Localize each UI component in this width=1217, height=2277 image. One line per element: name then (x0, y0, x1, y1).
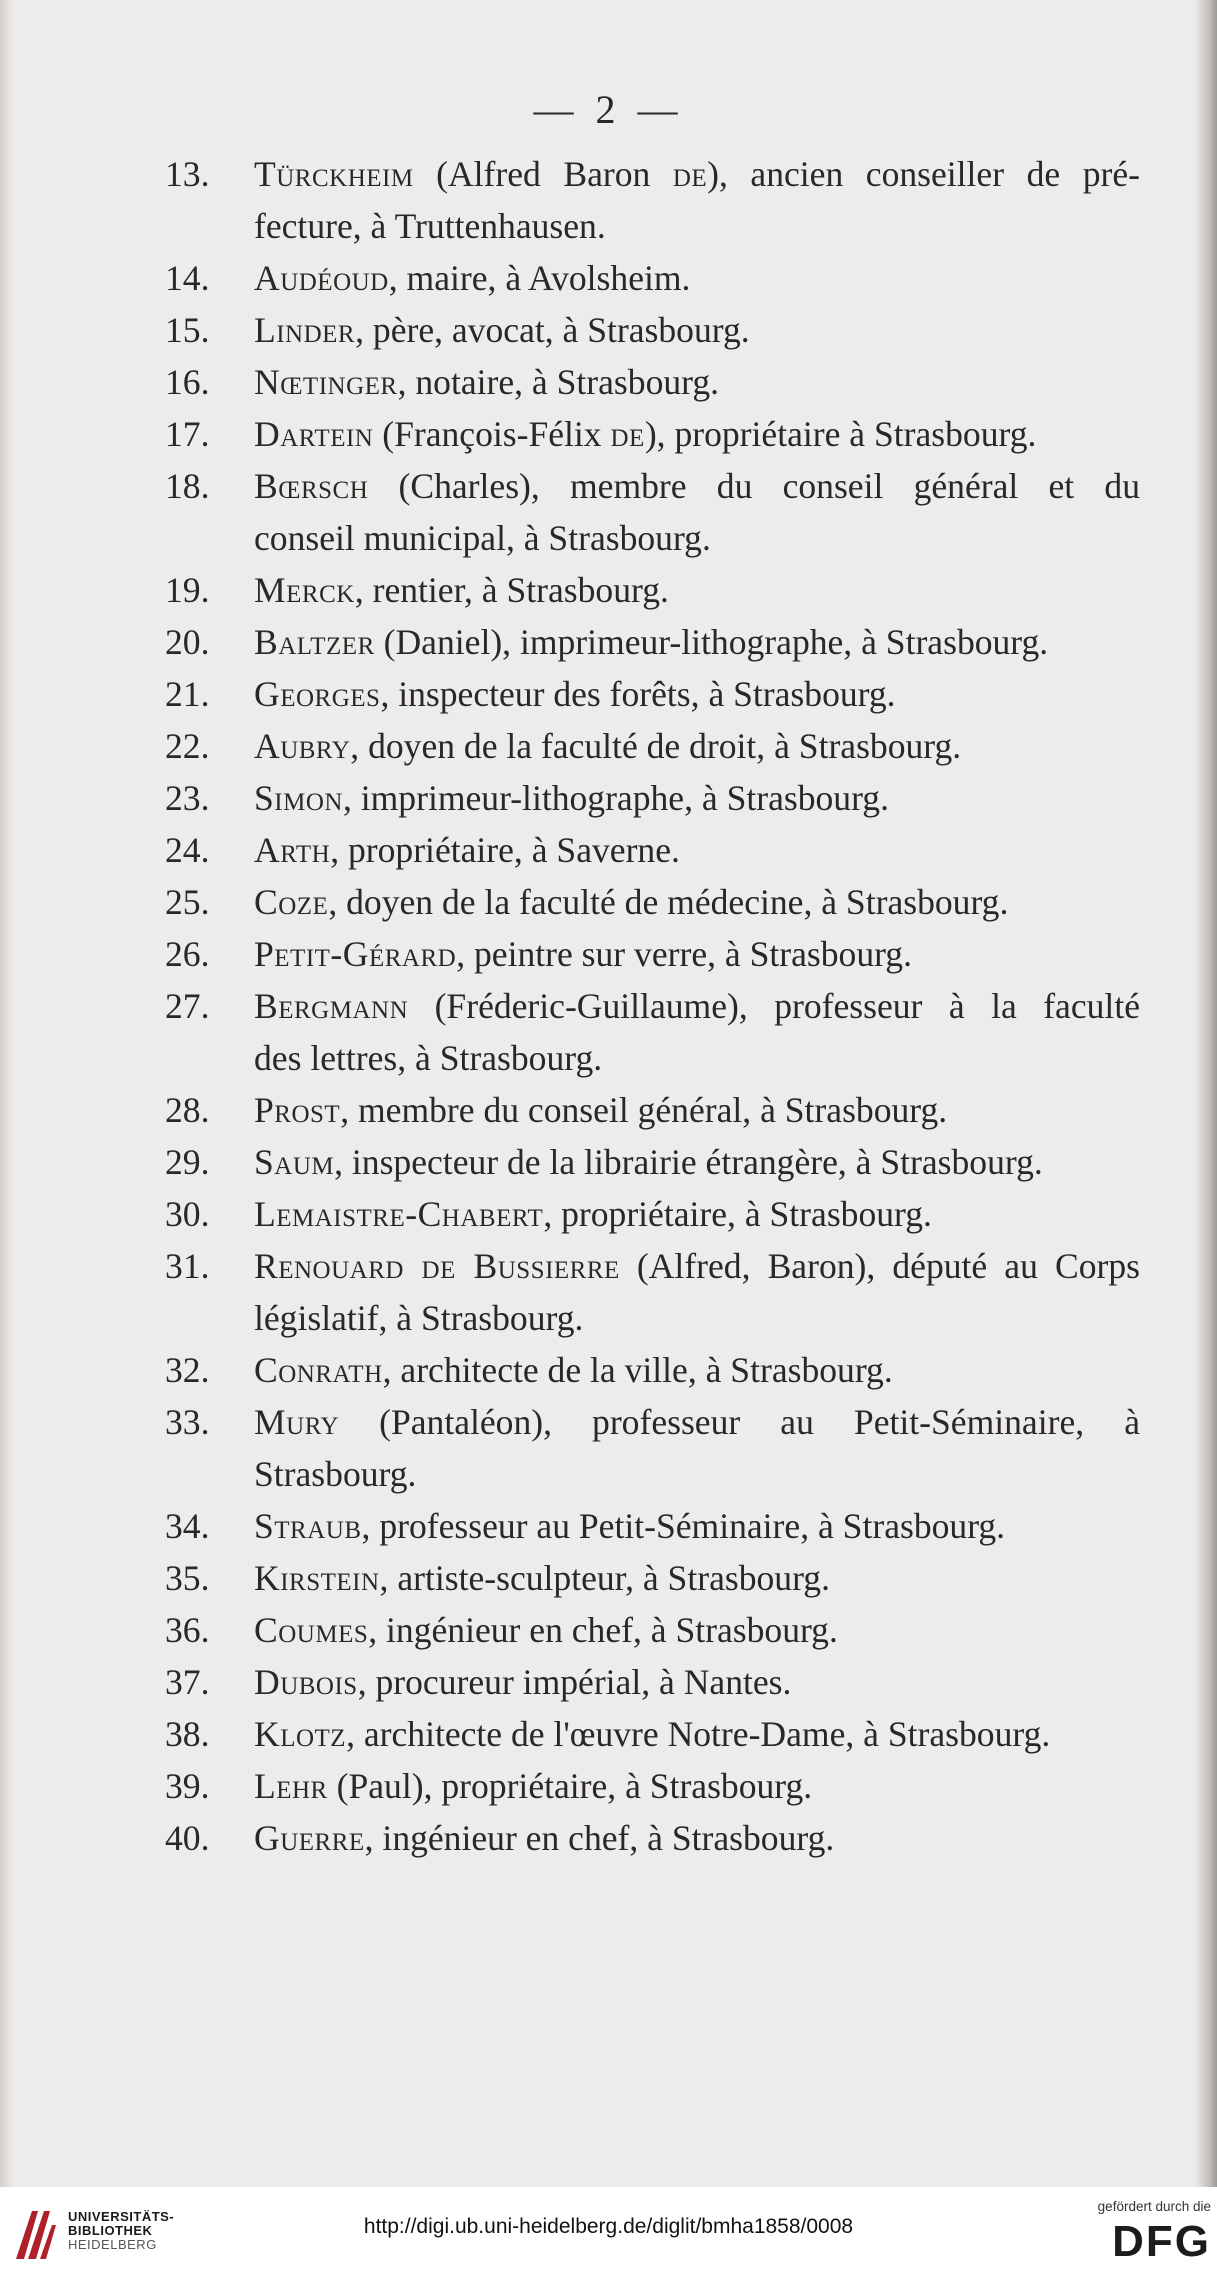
person-name: Simon (254, 778, 343, 818)
entry-text: , maire, à Avolsheim. (388, 258, 691, 298)
entry-number: 37. (165, 1662, 210, 1702)
entry-text: ), propriétaire à Strasbourg. (644, 414, 1037, 454)
entry-number: 34. (165, 1506, 210, 1546)
entry-number: 31. (165, 1246, 210, 1286)
list-item (165, 252, 1140, 304)
list-item (165, 980, 1140, 1084)
entry-number: 22. (165, 726, 210, 766)
entry-text: , imprimeur-lithographe, à Strasbourg. (342, 778, 889, 818)
list-item (165, 304, 1140, 356)
person-name: Arth (254, 830, 331, 870)
list-item (165, 824, 1140, 876)
entry-number: 17. (165, 414, 210, 454)
entry-text: , propriétaire, à Saverne. (330, 830, 680, 870)
list-item (165, 1552, 1140, 1604)
entry-text: , architecte de la ville, à Strasbourg. (382, 1350, 893, 1390)
entry-line (254, 1812, 1140, 1864)
list-item (165, 1136, 1140, 1188)
entry-line (254, 1292, 1140, 1344)
entry-number: 26. (165, 934, 210, 974)
entry-text: (Charles), membre du conseil général et du (368, 466, 1140, 506)
entry-text: ), ancien conseiller de pré- (707, 154, 1140, 194)
entry-number: 15. (165, 310, 210, 350)
entry-text: Strasbourg. (254, 1454, 417, 1494)
list-item (165, 1604, 1140, 1656)
dfg-logo[interactable]: DFG (1112, 2217, 1211, 2266)
person-name: Conrath (254, 1350, 383, 1390)
entry-number: 40. (165, 1818, 210, 1858)
page-number: — 2 — (533, 87, 684, 132)
list-item (165, 616, 1140, 668)
entry-number: 27. (165, 986, 210, 1026)
person-name: Coumes (254, 1610, 369, 1650)
entry-number: 25. (165, 882, 210, 922)
list-item (165, 1344, 1140, 1396)
person-name: Petit-Gérard (254, 934, 457, 974)
page-edge-right (1195, 0, 1217, 2187)
entry-number: 23. (165, 778, 210, 818)
entry-text: , professeur au Petit-Séminaire, à Strasbourg. (361, 1506, 1006, 1546)
list-item (165, 460, 1140, 564)
person-name: Saum (254, 1142, 335, 1182)
entry-number: 14. (165, 258, 210, 298)
entry-text: (Alfred, Baron), député au Corps (619, 1246, 1140, 1286)
list-item (165, 720, 1140, 772)
entry-line (254, 668, 1140, 720)
entry-line (254, 876, 1140, 928)
entry-text: fecture, à Truttenhausen. (254, 206, 606, 246)
entry-line (254, 512, 1140, 564)
list-item (165, 928, 1140, 980)
entry-line (254, 408, 1140, 460)
member-list (165, 148, 1140, 1864)
person-name: Georges (254, 674, 381, 714)
entry-number: 16. (165, 362, 210, 402)
entry-line (254, 1604, 1140, 1656)
entry-number: 32. (165, 1350, 210, 1390)
entry-number: 21. (165, 674, 210, 714)
entry-text: , doyen de la faculté de médecine, à Strasbourg. (328, 882, 1009, 922)
entry-line (254, 1448, 1140, 1500)
list-item (165, 1760, 1140, 1812)
entry-number: 13. (165, 154, 210, 194)
person-name: Mury (254, 1402, 340, 1442)
person-name: Coze (254, 882, 329, 922)
person-name: de (672, 154, 708, 194)
page-edge-left (0, 0, 14, 2187)
entry-text: (Alfred Baron (413, 154, 673, 194)
entry-text: , ingénieur en chef, à Strasbourg. (364, 1818, 835, 1858)
entry-text: , notaire, à Strasbourg. (397, 362, 720, 402)
list-item (165, 1084, 1140, 1136)
entry-line (254, 1344, 1140, 1396)
entry-number: 19. (165, 570, 210, 610)
entry-line (254, 1656, 1140, 1708)
entry-line (254, 148, 1140, 200)
entry-line (254, 356, 1140, 408)
entry-text: , père, avocat, à Strasbourg. (355, 310, 750, 350)
entry-number: 38. (165, 1714, 210, 1754)
list-item (165, 148, 1140, 252)
entry-line (254, 1708, 1140, 1760)
entry-text: (Fréderic-Guillaume), professeur à la faculté (408, 986, 1140, 1026)
person-name: Nœtinger (254, 362, 398, 402)
list-item (165, 1812, 1140, 1864)
person-name: Türckheim (254, 154, 414, 194)
entry-line (254, 252, 1140, 304)
person-name: Kirstein (254, 1558, 380, 1598)
entry-line (254, 1760, 1140, 1812)
list-item (165, 772, 1140, 824)
person-name: Klotz (254, 1714, 347, 1754)
person-name: Guerre (254, 1818, 365, 1858)
entry-text: , inspecteur des forêts, à Strasbourg. (380, 674, 896, 714)
entry-line (254, 1240, 1140, 1292)
entry-text: , artiste-sculpteur, à Strasbourg. (379, 1558, 830, 1598)
entry-text: conseil municipal, à Strasbourg. (254, 518, 711, 558)
person-name: Linder (254, 310, 356, 350)
list-item (165, 1500, 1140, 1552)
person-name: Audéoud (254, 258, 389, 298)
entry-number: 35. (165, 1558, 210, 1598)
entry-text: , ingénieur en chef, à Strasbourg. (368, 1610, 838, 1650)
entry-text: (Daniel), imprimeur-lithographe, à Strasbourg. (374, 622, 1049, 662)
person-name: Bœrsch (254, 466, 369, 506)
person-name: Lemaistre-Chabert (254, 1194, 544, 1234)
entry-line (254, 304, 1140, 356)
entry-line (254, 1500, 1140, 1552)
entry-text: , inspecteur de la librairie étrangère, à Strasbourg. (334, 1142, 1043, 1182)
entry-line (254, 1032, 1140, 1084)
person-name: Prost (254, 1090, 341, 1130)
list-item (165, 1188, 1140, 1240)
entry-line (254, 564, 1140, 616)
person-name: Bergmann (254, 986, 409, 1026)
entry-text: , membre du conseil général, à Strasbourg. (340, 1090, 948, 1130)
person-name: Renouard de Bussierre (254, 1246, 620, 1286)
entry-line (254, 772, 1140, 824)
entry-text: (Paul), propriétaire, à Strasbourg. (327, 1766, 813, 1806)
entry-number: 33. (165, 1402, 210, 1442)
entry-line (254, 1552, 1140, 1604)
entry-number: 36. (165, 1610, 210, 1650)
person-name: Lehr (254, 1766, 328, 1806)
list-item (165, 1396, 1140, 1500)
entry-text: , procureur impérial, à Nantes. (357, 1662, 792, 1702)
list-item (165, 356, 1140, 408)
person-name: Aubry (254, 726, 351, 766)
entry-number: 30. (165, 1194, 210, 1234)
list-item (165, 564, 1140, 616)
entry-number: 20. (165, 622, 210, 662)
viewer-footer (0, 2187, 1217, 2277)
entry-line (254, 1188, 1140, 1240)
person-name: Dubois (254, 1662, 358, 1702)
library-name-line-2: BIBLIOTHEK (68, 2223, 153, 2238)
entry-number: 24. (165, 830, 210, 870)
list-item (165, 408, 1140, 460)
entry-line (254, 720, 1140, 772)
entry-text: , peintre sur verre, à Strasbourg. (456, 934, 912, 974)
entry-line (254, 824, 1140, 876)
entry-line (254, 200, 1140, 252)
person-name: de (610, 414, 645, 454)
entry-text: législatif, à Strasbourg. (254, 1298, 584, 1338)
list-item (165, 668, 1140, 720)
library-name-line-3: HEIDELBERG (68, 2237, 157, 2252)
list-item (165, 876, 1140, 928)
funded-by-caption: gefördert durch die (1097, 2199, 1211, 2214)
person-name: Dartein (254, 414, 374, 454)
list-item (165, 1656, 1140, 1708)
entry-line (254, 1136, 1140, 1188)
entry-text: (François-Félix (373, 414, 611, 454)
entry-number: 29. (165, 1142, 210, 1182)
entry-line (254, 1084, 1140, 1136)
entry-line (254, 460, 1140, 512)
entry-number: 18. (165, 466, 210, 506)
library-name-line-1: UNIVERSITÄTS- (68, 2209, 175, 2224)
entry-line (254, 980, 1140, 1032)
person-name: Merck (254, 570, 355, 610)
entry-text: des lettres, à Strasbourg. (254, 1038, 603, 1078)
list-item (165, 1708, 1140, 1760)
entry-number: 39. (165, 1766, 210, 1806)
entry-text: , architecte de l'œuvre Notre-Dame, à Strasbourg. (346, 1714, 1051, 1754)
entry-text: , doyen de la faculté de droit, à Strasbourg. (350, 726, 962, 766)
entry-line (254, 1396, 1140, 1448)
list-item (165, 1240, 1140, 1344)
person-name: Baltzer (254, 622, 375, 662)
permalink-url[interactable]: http://digi.ub.uni-heidelberg.de/diglit/bmha1858/0008 (363, 2215, 854, 2238)
entry-line (254, 928, 1140, 980)
entry-number: 28. (165, 1090, 210, 1130)
person-name: Straub (254, 1506, 362, 1546)
entry-line (254, 616, 1140, 668)
entry-text: , propriétaire, à Strasbourg. (543, 1194, 932, 1234)
entry-text: , rentier, à Strasbourg. (354, 570, 669, 610)
entry-text: (Pantaléon), professeur au Petit-Séminaire, à (339, 1402, 1140, 1442)
